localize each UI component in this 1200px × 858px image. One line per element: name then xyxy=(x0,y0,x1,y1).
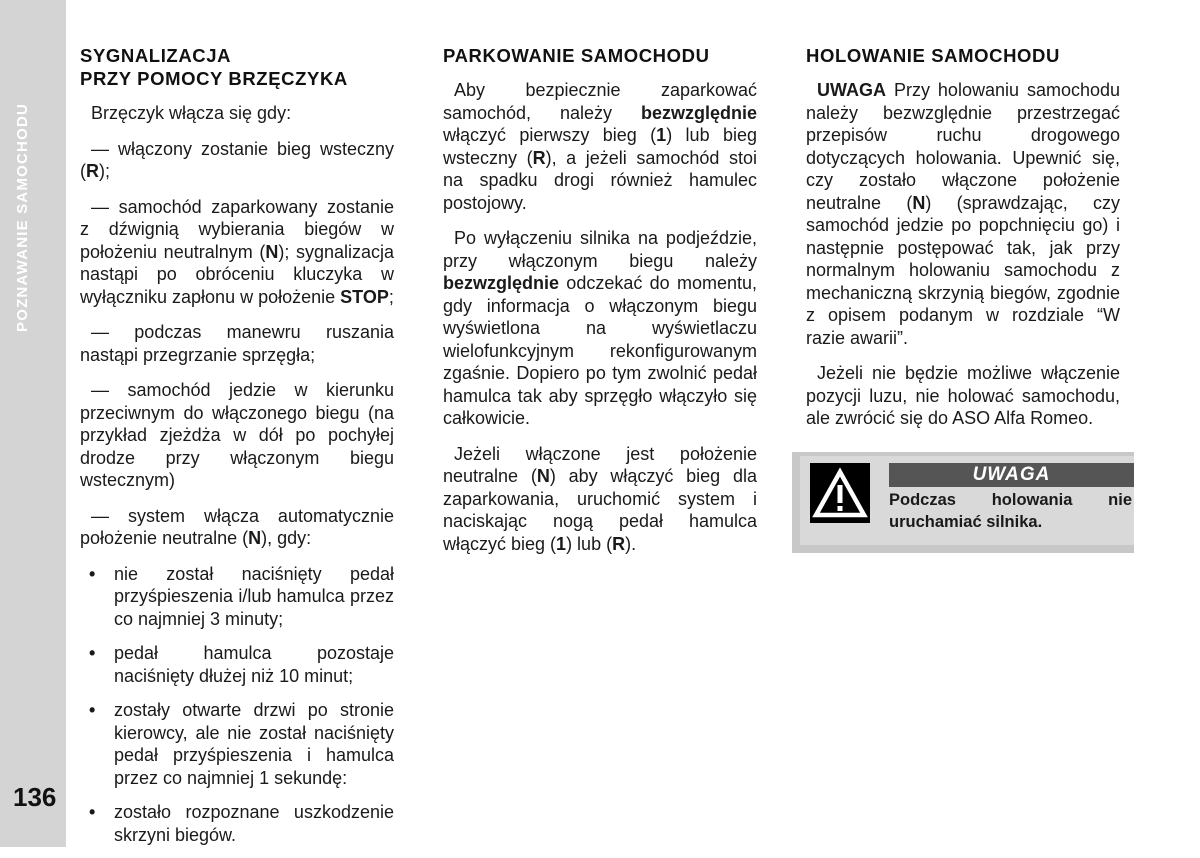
page-number: 136 xyxy=(13,782,57,812)
buzzer-intro: Brzęczyk włącza się gdy: xyxy=(91,103,292,123)
column-buzzer xyxy=(80,44,394,858)
heading-parking: PARKOWANIE SAMOCHODU xyxy=(443,45,710,66)
heading-towing: HOLOWANIE SAMOCHODU xyxy=(806,45,1060,66)
warning-triangle-icon xyxy=(810,463,870,523)
parking-paragraph-3: Jeżeli włączone jest położenie neutralne (N) aby włączyć bieg dla zaparkowania, uruchomić system i naciskając nogą pedał hamulca włączyć bieg (1) lub (R). xyxy=(443,443,757,554)
neutral-conditions-list xyxy=(80,563,394,847)
list-item: • zostało rozpoznane uszkodzenie skrzyni biegów. xyxy=(80,801,394,846)
warning-title: UWAGA xyxy=(889,463,1134,487)
buzzer-item-clutch: — podczas manewru ruszania nastąpi przegrzanie sprzęgła; xyxy=(80,322,394,365)
column-towing xyxy=(806,44,1120,443)
towing-paragraph-2: Jeżeli nie będzie możliwe włączenie pozycji luzu, nie holować samochodu, ale zwrócić się do ASO Alfa Romeo. xyxy=(806,363,1120,428)
heading-buzzer xyxy=(80,44,394,90)
section-label: POZNAWANIE SAMOCHODU xyxy=(14,102,31,332)
warning-text: Podczas holowania nie uruchamiać silnika. xyxy=(889,491,1132,531)
list-item: • nie został naciśnięty pedał przyśpieszenia i/lub hamulca przez co najmniej 3 minuty; xyxy=(80,563,394,631)
buzzer-item-opposite: — samochód jedzie w kierunku przeciwnym do włączonego biegu (na przykład zjeżdża w dół po pochyłej drodze przy włączonym biegu wstecznym) xyxy=(80,380,394,490)
buzzer-item-parked: — samochód zaparkowany zostanie z dźwignią wybierania biegów w położeniu neutralnym (N); sygnalizacja nastąpi po obróceniu kluczyka w wyłączniku zapłonu w położenie STOP; xyxy=(80,196,395,307)
sidebar xyxy=(0,0,66,847)
buzzer-item-neutral: — system włącza automatycznie położenie neutralne (N), gdy: xyxy=(80,505,394,548)
warning-box xyxy=(792,452,1134,553)
towing-paragraph-1: UWAGA Przy holowaniu samochodu należy bezwzględnie przestrzegać przepisów ruchu drogowego dotyczących holowania. Upewnić się, czy zostało włączone położenie neutralne (N) (sprawdzając, czy samochód jedzie po popchnięciu go) i następnie postępować tak, jak przy normalnym holowaniu samochodu z mechaniczną skrzynią biegów, zgodnie z opisem podanym w rozdziale “W razie awarii”. xyxy=(806,80,1120,348)
parking-paragraph-1: Aby bezpiecznie zaparkować samochód, należy bezwzględnie włączyć pierwszy bieg (1) lub bieg wsteczny (R), a jeżeli samochód stoi na spadku drogi również hamulec postojowy. xyxy=(443,80,757,213)
list-item: • pedał hamulca pozostaje naciśnięty dłużej niż 10 minut; xyxy=(80,642,394,687)
heading-buzzer-line2: PRZY POMOCY BRZĘCZYKA xyxy=(80,68,348,89)
list-item: • zostały otwarte drzwi po stronie kierowcy, ale nie został naciśnięty pedał przyśpieszenia i hamulca przez co najmniej 1 sekundę: xyxy=(80,699,394,789)
warning-box-inner xyxy=(800,456,1134,545)
column-parking xyxy=(443,44,757,568)
heading-buzzer-line1: SYGNALIZACJA xyxy=(80,45,232,66)
buzzer-item-reverse: — włączony zostanie bieg wsteczny (R); xyxy=(80,138,394,181)
parking-paragraph-2: Po wyłączeniu silnika na podjeździe, przy włączonym biegu należy bezwzględnie odczekać do momentu, gdy informacja o włączonym biegu wyświetlona na wyświetlaczu wielofunkcyjnym rekonfigurowanym zgaśnie. Dopiero po tym zwolnić pedał hamulca tak aby sprzęgło włączyło się całkowicie. xyxy=(443,228,757,428)
